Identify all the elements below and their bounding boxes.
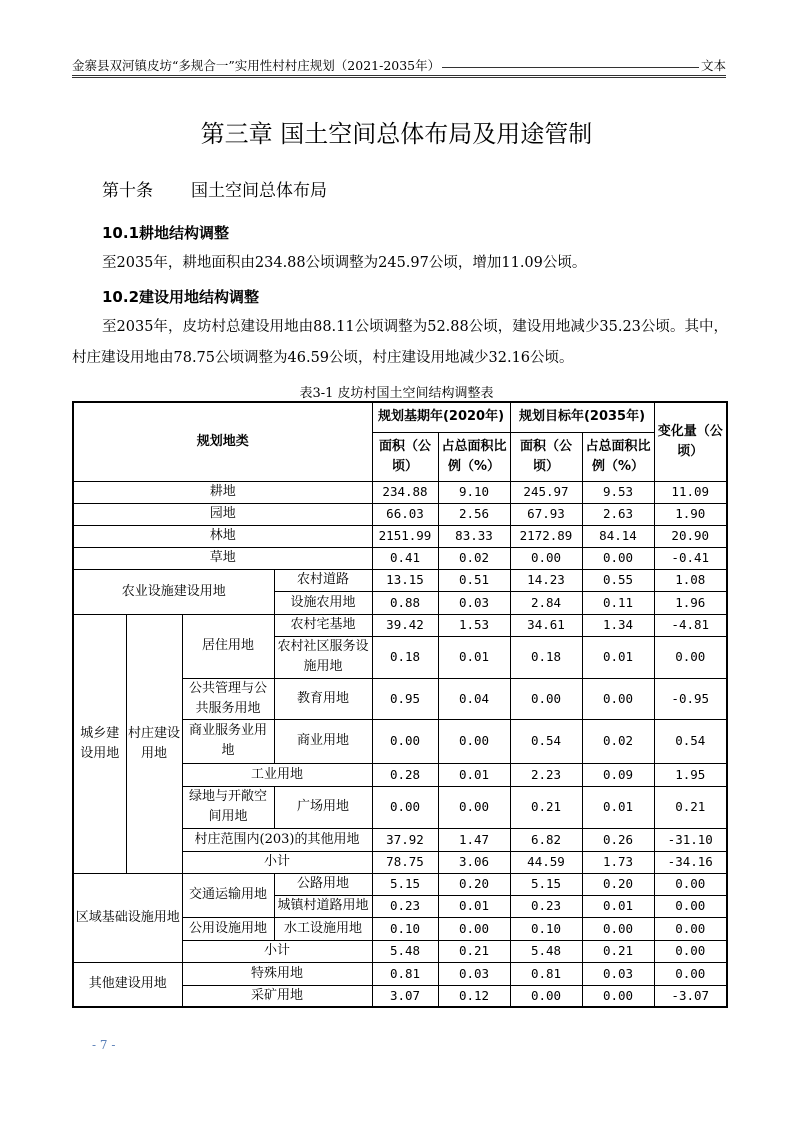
- section-text: 至2035年，耕地面积由234.88公顷调整为245.97公顷，增加11.09公顷。: [102, 255, 587, 271]
- row-label: 工业用地: [182, 763, 372, 786]
- value-cell: 2.23: [510, 763, 582, 786]
- header-label: 文本: [700, 58, 726, 73]
- value-cell: 0.12: [438, 985, 510, 1007]
- header-rule: [442, 56, 699, 68]
- row-label: 农村宅基地: [274, 614, 372, 636]
- row-label: 村庄范围内(203)的其他用地: [182, 828, 372, 851]
- value-cell: 0.21: [438, 940, 510, 962]
- value-cell: 0.23: [510, 895, 582, 917]
- value-cell: 0.23: [372, 895, 438, 917]
- value-cell: 0.10: [372, 917, 438, 940]
- value-cell: 0.00: [510, 547, 582, 569]
- value-cell: 0.20: [438, 873, 510, 895]
- value-cell: 0.00: [438, 917, 510, 940]
- header-area: 面积（公顷）: [372, 432, 438, 481]
- group-label: 商业服务业用地: [182, 719, 274, 763]
- value-cell: 0.28: [372, 763, 438, 786]
- value-cell: 0.20: [582, 873, 654, 895]
- value-cell: 0.01: [438, 636, 510, 678]
- value-cell: 5.15: [510, 873, 582, 895]
- group-label: 交通运输用地: [182, 873, 274, 917]
- value-cell: 0.00: [438, 786, 510, 828]
- header-area: 面积（公顷）: [510, 432, 582, 481]
- value-cell: -0.41: [654, 547, 727, 569]
- section-heading: 10.2建设用地结构调整: [102, 288, 260, 306]
- value-cell: 0.00: [510, 678, 582, 719]
- table-row: [73, 503, 727, 525]
- value-cell: 0.00: [372, 719, 438, 763]
- row-label: 耕地: [73, 481, 372, 503]
- value-cell: 0.01: [582, 786, 654, 828]
- group-label: 绿地与开敞空间用地: [182, 786, 274, 828]
- value-cell: 0.81: [372, 962, 438, 985]
- value-cell: 2172.89: [510, 525, 582, 547]
- value-cell: 0.18: [372, 636, 438, 678]
- header-change: 变化量（公顷）: [654, 402, 727, 481]
- value-cell: 9.10: [438, 481, 510, 503]
- value-cell: 0.03: [438, 962, 510, 985]
- row-label: 农村社区服务设施用地: [274, 636, 372, 678]
- page-number: - 7 -: [92, 1038, 116, 1052]
- value-cell: 0.00: [654, 895, 727, 917]
- land-structure-table: [72, 401, 728, 1008]
- row-label: 特殊用地: [182, 962, 372, 985]
- value-cell: 13.15: [372, 569, 438, 591]
- value-cell: 66.03: [372, 503, 438, 525]
- value-cell: 2.56: [438, 503, 510, 525]
- value-cell: -4.81: [654, 614, 727, 636]
- row-label: 设施农用地: [274, 591, 372, 614]
- value-cell: 0.11: [582, 591, 654, 614]
- table-row: [73, 614, 727, 636]
- value-cell: 234.88: [372, 481, 438, 503]
- value-cell: 0.00: [654, 962, 727, 985]
- row-label: 教育用地: [274, 678, 372, 719]
- value-cell: 1.47: [438, 828, 510, 851]
- value-cell: 1.90: [654, 503, 727, 525]
- value-cell: 0.02: [438, 547, 510, 569]
- group-label: 村庄建设用地: [126, 614, 182, 873]
- value-cell: 0.26: [582, 828, 654, 851]
- row-label: 广场用地: [274, 786, 372, 828]
- row-label: 商业用地: [274, 719, 372, 763]
- value-cell: 83.33: [438, 525, 510, 547]
- value-cell: 0.95: [372, 678, 438, 719]
- value-cell: 9.53: [582, 481, 654, 503]
- header-base-year: 规划基期年(2020年): [372, 402, 510, 432]
- row-label: 草地: [73, 547, 372, 569]
- value-cell: 0.00: [654, 917, 727, 940]
- value-cell: 0.00: [582, 678, 654, 719]
- row-label: 园地: [73, 503, 372, 525]
- value-cell: 1.96: [654, 591, 727, 614]
- value-cell: 1.08: [654, 569, 727, 591]
- value-cell: 5.15: [372, 873, 438, 895]
- row-label: 公路用地: [274, 873, 372, 895]
- value-cell: 39.42: [372, 614, 438, 636]
- value-cell: 245.97: [510, 481, 582, 503]
- group-label: 区域基础设施用地: [73, 873, 182, 962]
- value-cell: 0.00: [510, 985, 582, 1007]
- row-label: 城镇村道路用地: [274, 895, 372, 917]
- table-row: [73, 962, 727, 985]
- value-cell: 1.53: [438, 614, 510, 636]
- value-cell: -34.16: [654, 851, 727, 873]
- value-cell: 78.75: [372, 851, 438, 873]
- value-cell: 0.09: [582, 763, 654, 786]
- value-cell: 5.48: [372, 940, 438, 962]
- value-cell: 0.00: [582, 917, 654, 940]
- value-cell: -0.95: [654, 678, 727, 719]
- value-cell: 0.54: [510, 719, 582, 763]
- value-cell: 3.06: [438, 851, 510, 873]
- header-ratio: 占总面积比例（%）: [582, 432, 654, 481]
- article-title: 国土空间总体布局: [191, 181, 327, 201]
- value-cell: 0.03: [582, 962, 654, 985]
- table-row: [73, 569, 727, 591]
- row-label: 采矿用地: [182, 985, 372, 1007]
- value-cell: 2.84: [510, 591, 582, 614]
- value-cell: 14.23: [510, 569, 582, 591]
- value-cell: 0.01: [582, 636, 654, 678]
- group-label: 公共管理与公共服务用地: [182, 678, 274, 719]
- table-row: [73, 525, 727, 547]
- value-cell: 84.14: [582, 525, 654, 547]
- row-label: 农村道路: [274, 569, 372, 591]
- table-row: [73, 873, 727, 895]
- value-cell: -31.10: [654, 828, 727, 851]
- article-number: 第十条: [102, 181, 153, 201]
- group-label: 居住用地: [182, 614, 274, 678]
- value-cell: 1.95: [654, 763, 727, 786]
- value-cell: -3.07: [654, 985, 727, 1007]
- value-cell: 34.61: [510, 614, 582, 636]
- value-cell: 0.41: [372, 547, 438, 569]
- group-label: 其他建设用地: [73, 962, 182, 1007]
- value-cell: 0.21: [510, 786, 582, 828]
- value-cell: 0.51: [438, 569, 510, 591]
- value-cell: 0.00: [654, 636, 727, 678]
- article-heading: [102, 176, 327, 201]
- value-cell: 0.04: [438, 678, 510, 719]
- group-label: 城乡建设用地: [73, 614, 126, 873]
- value-cell: 0.10: [510, 917, 582, 940]
- value-cell: 37.92: [372, 828, 438, 851]
- table-row: [73, 547, 727, 569]
- value-cell: 0.21: [654, 786, 727, 828]
- running-header: [72, 56, 726, 78]
- section-text: 至2035年，皮坊村总建设用地由88.11公顷调整为52.88公顷，建设用地减少35.23公顷。其中，村庄建设用地由78.75公顷调整为46.59公顷，村庄建设用地减少32.16公顷。: [72, 319, 728, 366]
- row-label: 小计: [182, 851, 372, 873]
- table-caption: 表3-1 皮坊村国土空间结构调整表: [299, 386, 494, 401]
- value-cell: 0.18: [510, 636, 582, 678]
- chapter-title: 第三章 国土空间总体布局及用途管制: [200, 120, 593, 148]
- header-target-year: 规划目标年(2035年): [510, 402, 654, 432]
- value-cell: 0.00: [582, 547, 654, 569]
- value-cell: 2.63: [582, 503, 654, 525]
- value-cell: 0.01: [438, 763, 510, 786]
- value-cell: 0.00: [438, 719, 510, 763]
- header-title: 金寨县双河镇皮坊“多规合一”实用性村村庄规划（2021-2035年）: [72, 58, 441, 73]
- group-label: 农业设施建设用地: [73, 569, 274, 614]
- header-ratio: 占总面积比例（%）: [438, 432, 510, 481]
- value-cell: 0.55: [582, 569, 654, 591]
- table-row: [73, 481, 727, 503]
- value-cell: 0.54: [654, 719, 727, 763]
- row-label: 小计: [182, 940, 372, 962]
- value-cell: 1.73: [582, 851, 654, 873]
- value-cell: 67.93: [510, 503, 582, 525]
- value-cell: 0.02: [582, 719, 654, 763]
- value-cell: 0.88: [372, 591, 438, 614]
- row-label: 林地: [73, 525, 372, 547]
- value-cell: 0.81: [510, 962, 582, 985]
- value-cell: 5.48: [510, 940, 582, 962]
- value-cell: 0.00: [372, 786, 438, 828]
- value-cell: 0.01: [582, 895, 654, 917]
- value-cell: 44.59: [510, 851, 582, 873]
- value-cell: 20.90: [654, 525, 727, 547]
- value-cell: 6.82: [510, 828, 582, 851]
- header-category: 规划地类: [73, 402, 372, 481]
- value-cell: 0.00: [582, 985, 654, 1007]
- value-cell: 2151.99: [372, 525, 438, 547]
- group-label: 公用设施用地: [182, 917, 274, 940]
- value-cell: 0.00: [654, 873, 727, 895]
- row-label: 水工设施用地: [274, 917, 372, 940]
- value-cell: 0.00: [654, 940, 727, 962]
- value-cell: 3.07: [372, 985, 438, 1007]
- value-cell: 0.01: [438, 895, 510, 917]
- value-cell: 1.34: [582, 614, 654, 636]
- value-cell: 0.03: [438, 591, 510, 614]
- value-cell: 0.21: [582, 940, 654, 962]
- section-heading: 10.1耕地结构调整: [102, 224, 230, 242]
- value-cell: 11.09: [654, 481, 727, 503]
- table-header-row: [73, 402, 727, 432]
